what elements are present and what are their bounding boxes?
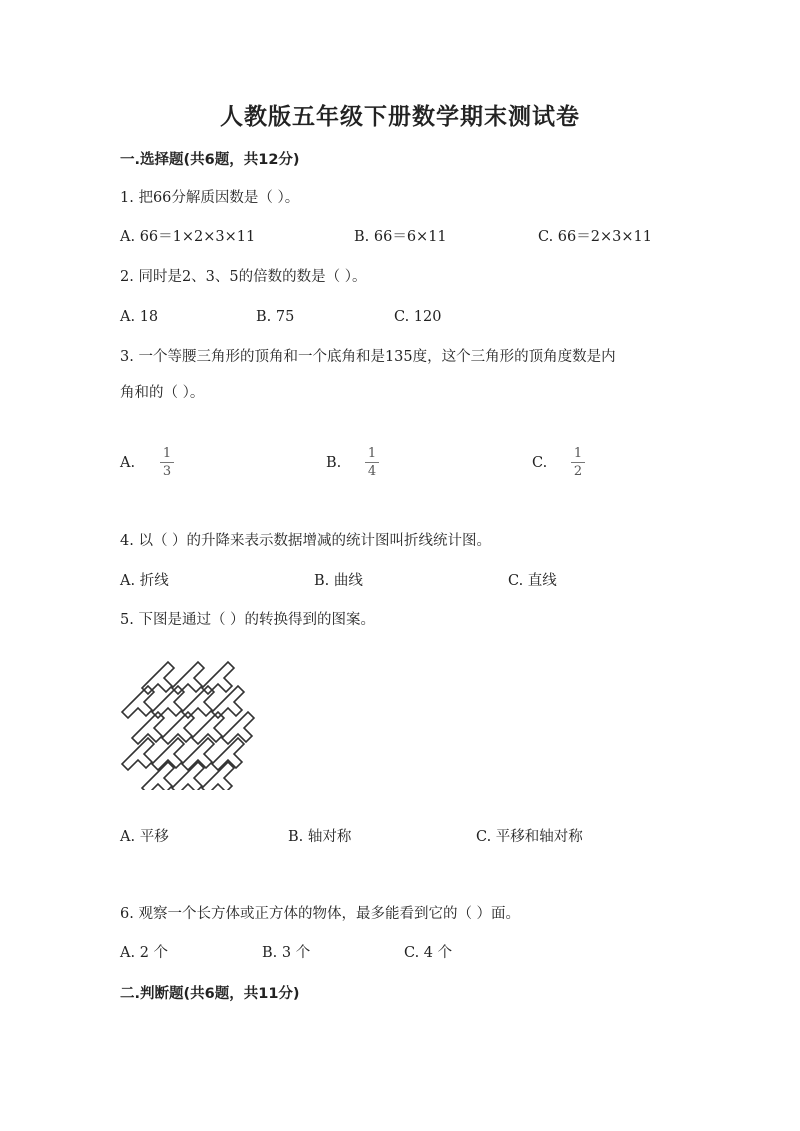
question-6-option-c: C. 4 个 xyxy=(404,945,453,961)
question-6-option-a: A. 2 个 xyxy=(120,945,169,961)
fraction-denominator: 2 xyxy=(573,464,583,479)
question-5-stem: 5. 下图是通过（ ）的转换得到的图案。 xyxy=(120,612,376,628)
fraction-numerator: 1 xyxy=(162,446,172,461)
fraction-denominator: 4 xyxy=(367,464,377,479)
question-2-option-a: A. 18 xyxy=(120,309,159,325)
question-6-stem: 6. 观察一个长方体或正方体的物体，最多能看到它的（ ）面。 xyxy=(120,906,521,922)
question-5-option-c: C. 平移和轴对称 xyxy=(476,829,583,845)
question-3-option-a: A. xyxy=(120,455,136,471)
fraction-one-third xyxy=(158,446,176,479)
section-heading-judgment: 二.判断题(共6题，共11分) xyxy=(120,986,300,1002)
section-heading-choice: 一.选择题(共6题，共12分) xyxy=(120,152,300,168)
fraction-bar xyxy=(365,462,379,463)
page-title: 人教版五年级下册数学期末测试卷 xyxy=(220,103,580,130)
question-1-stem: 1. 把66分解质因数是（ ）。 xyxy=(120,190,300,206)
question-2-option-c: C. 120 xyxy=(394,309,442,325)
fraction-bar xyxy=(160,462,174,463)
question-1-option-c: C. 66＝2×3×11 xyxy=(538,229,652,245)
fraction-denominator: 3 xyxy=(162,464,172,479)
question-1-option-b: B. 66＝6×11 xyxy=(354,229,447,245)
question-1-option-a: A. 66＝1×2×3×11 xyxy=(120,229,256,245)
question-3-stem-line1: 3. 一个等腰三角形的顶角和一个底角和是135度，这个三角形的顶角度数是内 xyxy=(120,349,616,365)
question-5-option-a: A. 平移 xyxy=(120,829,169,845)
question-4-option-a: A. 折线 xyxy=(120,573,169,589)
question-2-option-b: B. 75 xyxy=(256,309,295,325)
fraction-numerator: 1 xyxy=(367,446,377,461)
question-3-stem-line2: 角和的（ ）。 xyxy=(120,385,205,401)
question-4-option-c: C. 直线 xyxy=(508,573,557,589)
fraction-one-half xyxy=(569,446,587,479)
question-3-option-c: C. xyxy=(532,455,548,471)
question-3-option-b: B. xyxy=(326,455,342,471)
question-5-option-b: B. 轴对称 xyxy=(288,829,352,845)
fraction-numerator: 1 xyxy=(573,446,583,461)
fraction-bar xyxy=(571,462,585,463)
question-4-stem: 4. 以（ ）的升降来表示数据增减的统计图叫折线统计图。 xyxy=(120,533,492,549)
question-4-option-b: B. 曲线 xyxy=(314,573,363,589)
tiling-pattern-figure xyxy=(118,660,268,790)
question-2-stem: 2. 同时是2、3、5的倍数的数是（ ）。 xyxy=(120,269,367,285)
fraction-one-fourth xyxy=(363,446,381,479)
question-6-option-b: B. 3 个 xyxy=(262,945,311,961)
